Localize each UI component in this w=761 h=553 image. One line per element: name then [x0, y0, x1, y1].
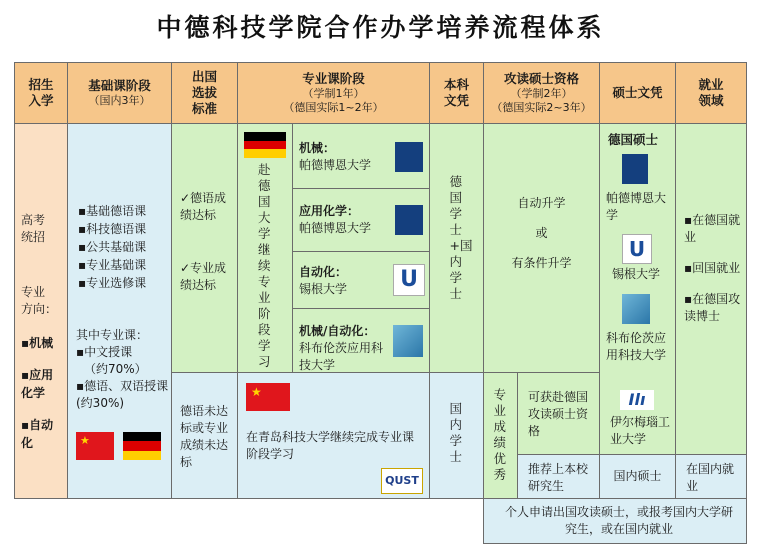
note-chinese: ▪中文授课 — [76, 345, 133, 359]
major-uni-1-field: 机械： — [299, 141, 336, 155]
exit-pass-german: ✓德语成绩达标 — [180, 191, 227, 222]
direction-mechanical: ▪机械 — [21, 336, 54, 350]
paderborn-logo-icon — [395, 142, 423, 172]
header-admission: 招生 入学 — [14, 62, 68, 124]
admission-cell — [14, 123, 68, 499]
siegen-logo-icon: U — [622, 234, 652, 264]
career-germany: ▪在德国就业 — [684, 213, 741, 244]
course-5: ▪专业选修课 — [78, 276, 147, 290]
bachelor-domestic-cell — [429, 372, 484, 499]
direction-chemistry: ▪应用化学 — [21, 368, 54, 400]
header-master-diploma: 硕士文凭 — [599, 62, 676, 124]
career-cell — [675, 123, 747, 455]
major-germany-cell — [237, 123, 293, 373]
note-chinese-pct: （约70%） — [84, 362, 147, 376]
exit-fail-text: 德语未达标或专业成绩未达标 — [180, 404, 229, 469]
course-4: ▪专业基础课 — [78, 258, 147, 272]
career-phd: ▪在德国攻读博士 — [684, 292, 741, 323]
paderborn-logo-icon — [622, 154, 648, 184]
direction-automation: ▪自动化 — [21, 418, 54, 450]
master-q-recommend-cell — [517, 454, 600, 499]
course-2: ▪科技德语课 — [78, 222, 147, 236]
major-uni-1-name: 帕德博恩大学 — [299, 158, 372, 172]
exit-pass-cell — [171, 123, 238, 373]
personal-application-cell — [483, 498, 747, 544]
ilmenau-logo-icon: Ilı — [620, 390, 654, 410]
major-uni-2-name: 帕德博恩大学 — [299, 221, 372, 235]
header-exit: 出国 选拔 标准 — [171, 62, 238, 124]
header-major — [237, 62, 430, 124]
excellent-text: 专业成绩优秀 — [493, 387, 507, 482]
major-uni-4-field: 机械/自动化： — [299, 324, 376, 338]
note-title: 其中专业课： — [76, 328, 149, 342]
personal-application-text: 个人申请出国攻读硕士，或报考国内大学研究生，或在国内就业 — [504, 505, 733, 536]
career-return: ▪回国就业 — [684, 261, 741, 275]
header-major-sub1: （学制1年） — [302, 87, 365, 100]
header-bachelor: 本科 文凭 — [429, 62, 484, 124]
germany-flag-icon — [244, 132, 286, 158]
auto-promotion: 自动升学 — [517, 196, 566, 210]
germany-flag-icon — [123, 432, 161, 460]
header-master-qualification — [483, 62, 600, 124]
or-text: 或 — [535, 226, 548, 240]
major-uni-2-field: 应用化学： — [299, 204, 360, 218]
bachelor-domestic-text: 国内学士 — [449, 401, 463, 464]
china-flag-icon: ★ — [246, 383, 290, 411]
master-uni-1: 帕德博恩大学 — [606, 191, 667, 222]
admission-line1: 高考 — [21, 213, 46, 227]
bachelor-germany-cell — [429, 123, 484, 373]
note-german: ▪德语、双语授课(约30%) — [76, 379, 169, 410]
major-uni-3-field: 自动化： — [299, 265, 348, 279]
basic-cell — [67, 123, 172, 499]
master-uni-4: 伊尔梅瑙工业大学 — [610, 415, 671, 446]
major-uni-1 — [292, 123, 430, 189]
siegen-logo-icon: U — [393, 264, 425, 296]
header-major-label: 专业课阶段 — [302, 71, 365, 86]
header-basic — [67, 62, 172, 124]
qust-logo-icon: QUST — [381, 468, 423, 494]
paderborn-logo-icon — [395, 205, 423, 235]
major-uni-4-name: 科布伦茨应用科技大学 — [299, 341, 384, 372]
major-domestic-text: 在青岛科技大学继续完成专业课阶段学习 — [246, 430, 415, 461]
master-q-can-go-cell — [517, 372, 600, 455]
direction-line2: 方向： — [21, 302, 58, 316]
admission-line2: 统招 — [21, 230, 46, 244]
master-d-cell — [599, 123, 676, 455]
header-major-sub2: （德国实际1~2年） — [283, 101, 384, 114]
master-d-domestic-cell — [599, 454, 676, 499]
career-domestic-cell — [675, 454, 747, 499]
career-domestic-text: 在国内就业 — [686, 462, 735, 493]
master-uni-2: 锡根大学 — [612, 267, 661, 281]
recommend-text: 推荐上本校研究生 — [528, 462, 589, 493]
china-flag-icon: ★ — [76, 432, 114, 460]
bachelor-germany-text: 德国学士+国内学士 — [449, 174, 473, 301]
can-go-text: 可获赴德国攻读硕士资格 — [528, 390, 589, 438]
direction-line1: 专业 — [21, 285, 46, 299]
header-master-q-label: 攻读硕士资格 — [503, 71, 579, 86]
header-basic-sub: （国内3年） — [88, 94, 151, 107]
domestic-master-text: 国内硕士 — [613, 469, 662, 483]
master-q-excellent-cell — [483, 372, 518, 499]
exit-fail-cell — [171, 372, 238, 499]
exit-pass-major: ✓专业成绩达标 — [180, 261, 227, 292]
koblenz-logo-icon — [622, 294, 650, 324]
master-q-auto-cell — [483, 123, 600, 373]
major-domestic-cell — [237, 372, 430, 499]
master-uni-3: 科布伦茨应用科技大学 — [606, 331, 667, 362]
page-title: 中德科技学院合作办学培养流程体系 — [156, 13, 605, 42]
major-uni-3-name: 锡根大学 — [299, 282, 348, 296]
major-uni-2 — [292, 188, 430, 252]
course-3: ▪公共基础课 — [78, 240, 147, 254]
header-master-q-sub2: （德国实际2~3年） — [491, 101, 592, 114]
german-master-title: 德国硕士 — [608, 132, 659, 147]
conditional-promotion: 有条件升学 — [511, 256, 572, 270]
major-uni-3 — [292, 251, 430, 309]
header-basic-label: 基础课阶段 — [88, 78, 151, 93]
koblenz-logo-icon — [393, 325, 423, 357]
course-1: ▪基础德语课 — [78, 204, 147, 218]
major-germany-text: 赴德国大学继续专业阶段学习 — [258, 162, 271, 369]
major-uni-4 — [292, 308, 430, 373]
header-master-q-sub1: （学制2年） — [510, 87, 573, 100]
header-career: 就业 领域 — [675, 62, 747, 124]
